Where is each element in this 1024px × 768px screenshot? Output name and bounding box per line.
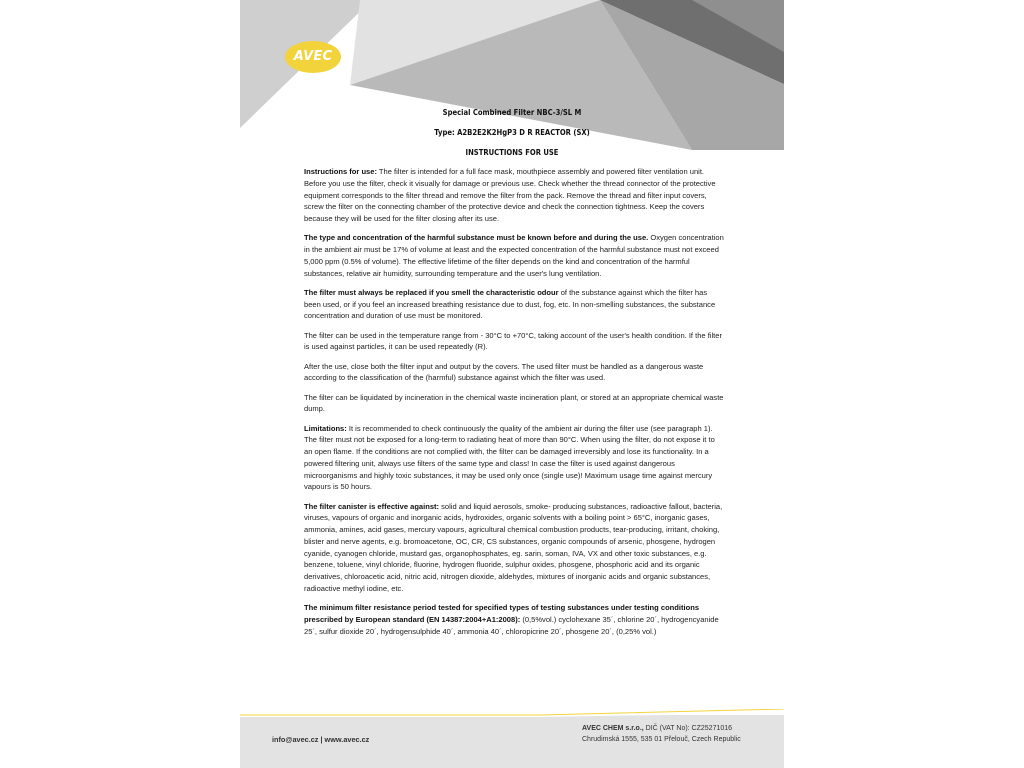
paragraph-text: The filter can be liquidated by incineration in the chemical waste incineration plant, or stored at an appropriate chemical waste dump. xyxy=(304,392,724,414)
paragraph-text: After the use, close both the filter input and output by the covers. The used filter must be handled as a dangerous waste according to the classification of the (harmful) substance against which the filter was used. xyxy=(304,361,704,383)
paragraph xyxy=(304,392,724,416)
logo-text: AVEC xyxy=(293,49,333,64)
paragraph-text: of the substance against which the filter has been used, or if you feel an increased breathing resistance due to dust, fog, etc. In non-smelling substances, the substance concentration and duration of use must be monitored. xyxy=(304,287,716,321)
paragraph xyxy=(304,423,724,494)
paragraph-heading: The type and concentration of the harmful substance must be known before and during the use. xyxy=(304,233,649,243)
paragraph xyxy=(304,330,724,354)
paragraph xyxy=(304,501,724,595)
paragraph-text: The filter can be used in the temperature range from - 30°C to +70°C, taking account of the user's health condition. If the filter is used against particles, it can be used repeatedly (R). xyxy=(304,330,722,352)
footer xyxy=(240,715,784,768)
document-type: Type: A2B2E2K2HgP3 D R REACTOR (SX) xyxy=(434,128,590,137)
document-body xyxy=(304,166,724,645)
paragraph-text: It is recommended to check continuously the quality of the ambient air during the filter use (see paragraph 1). The filter must not be exposed for a long-term to radiating heat of more than 90°C. When using the filter, do not expose it to an open flame. If the conditions are not complied with, the filter can be damaged irreversibly and lose its functionality. In a powered filtering unit, always use filters of the same type and class! In case the filter is used against dangerous microorganisms and highly toxic substances, it may be used only once (single use)! Maximum usage time against mercury vapours is 50 hours. xyxy=(304,423,715,492)
paragraph-text: The filter is intended for a full face mask, mouthpiece assembly and powered filter ventilation unit. Before you use the filter, check it visually for damage or previous use. Check whether the thread connector of the protective equipment corresponds to the filter thread and remove the filter from the pack. Remove the thread and filter input covers, screw the filter on the connecting chamber of the protective device and check the connection tightness. Keep the covers because they will be used for the filter closing after its use. xyxy=(304,167,716,223)
paragraph-heading: Instructions for use: xyxy=(304,167,377,176)
footer-contact[interactable]: info@avec.cz | www.avec.cz xyxy=(272,735,370,744)
document-subtitle: INSTRUCTIONS FOR USE xyxy=(465,148,559,157)
paragraph xyxy=(304,602,724,637)
paragraph xyxy=(304,166,724,225)
footer-company-info xyxy=(582,723,741,745)
document-page xyxy=(240,0,784,768)
footer-vat: DIČ (VAT No): CZ25271016 xyxy=(643,725,733,732)
paragraph-text: Oxygen concentration in the ambient air must be 17% of volume at least and the expected concentration of the harmful substance must not exceed 5,000 ppm (0.5% of volume). The effective lifetime of the filter depends on the kind and concentration of the harmful substances, relative air humidity, surrounding temperature and the user's lung ventilation. xyxy=(304,233,724,278)
paragraph xyxy=(304,361,724,385)
paragraph-heading: The filter canister is effective against: xyxy=(304,501,440,511)
paragraph-heading: Limitations: xyxy=(304,423,347,433)
footer-address: Chrudimská 1555, 535 01 Přelouč, Czech Republic xyxy=(582,736,741,743)
document-title: Special Combined Filter NBC-3/SL M xyxy=(442,108,582,117)
paragraph-heading: The minimum filter resistance period tested for specified types of testing substances under testing conditions prescribed by European standard (EN 14387:2004+A1:2008): xyxy=(304,603,700,624)
paragraph-heading: The filter must always be replaced if you smell the characteristic odour xyxy=(304,287,559,297)
paragraph xyxy=(304,287,724,322)
paragraph-text: (0,5%vol.) cyclohexane 35´, chlorine 20´, hydrogencyanide 25´, sulfur dioxide 20´, hydrogensulphide 40´, ammonia 40´, chloropicrine 20´, phosgene 20´, (0,25% vol.) xyxy=(304,614,719,636)
avec-logo xyxy=(284,40,342,74)
paragraph-text: solid and liquid aerosols, smoke- producing substances, radioactive fallout, bacteria, viruses, vapours of organic and inorganic acids, hydroxides, organic solvents with a boiling point > 65°C, inorganic gases, ammonia, amines, acid gases, mercury vapours, agricultural chemical combustion products, tear-producing, irritant, choking, blister and nerve agents, e.g. bromoacetone, OC, CR, CS substances, organic compounds of arsenic, phosgene, hydrogen cyanide, cyanogen chloride, mustard gas, organophosphates, eg. sarin, soman, IVA, VX and other toxic substances, e.g. benzene, toluene, vinyl chloride, fluorine, hydrogen fluoride, sulphur oxides, phosgene, phosphoric acid and its organic derivatives, chloroacetic acid, nitric acid, nitrogen dioxide, aldehydes, mixtures of inorganic acids and organic substances, radioactive methyl iodine, etc. xyxy=(304,501,723,593)
paragraph xyxy=(304,232,724,279)
footer-accent-line xyxy=(240,709,784,721)
footer-company-name: AVEC CHEM s.r.o., xyxy=(582,725,644,732)
